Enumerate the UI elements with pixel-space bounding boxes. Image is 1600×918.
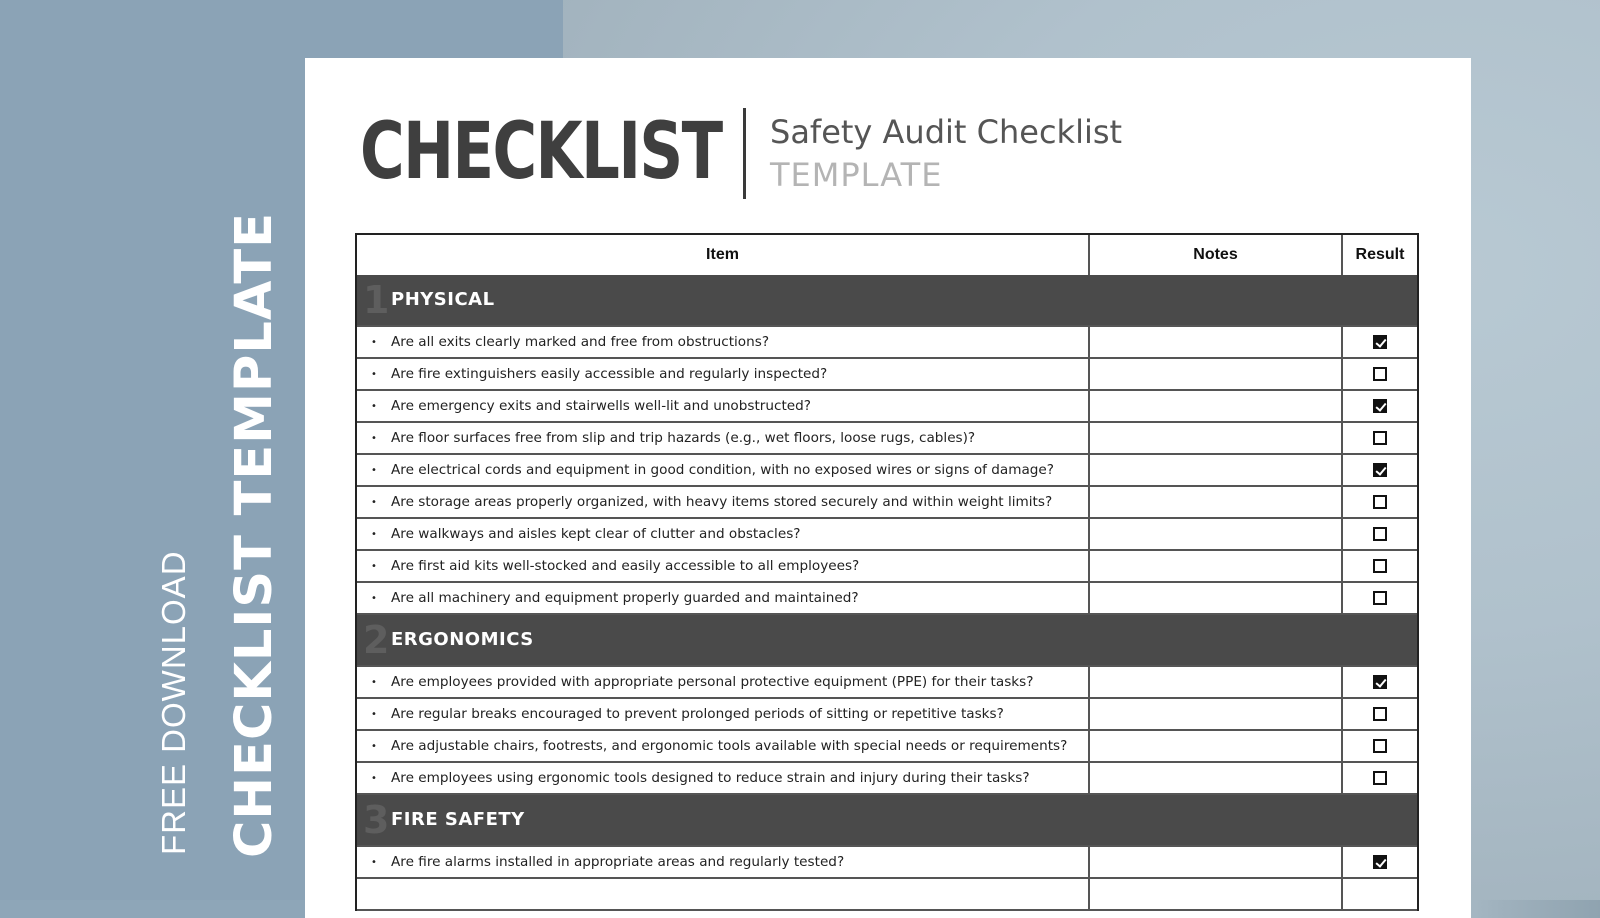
table-row	[357, 583, 1417, 615]
checkbox-checked[interactable]	[1373, 675, 1387, 689]
result-cell	[1343, 667, 1417, 697]
result-cell	[1343, 731, 1417, 761]
bullet-icon: •	[371, 464, 377, 476]
checkbox-unchecked[interactable]	[1373, 495, 1387, 509]
checkbox-checked[interactable]	[1373, 335, 1387, 349]
checklist-question: Are walkways and aisles kept clear of clutter and obstacles?	[391, 526, 801, 542]
header-divider	[743, 108, 746, 199]
checklist-question: Are fire extinguishers easily accessible and regularly inspected?	[391, 366, 828, 382]
notes-cell[interactable]	[1090, 455, 1343, 485]
table-row	[357, 487, 1417, 519]
result-cell	[1343, 847, 1417, 877]
notes-cell[interactable]	[1090, 391, 1343, 421]
item-cell	[357, 583, 1090, 613]
table-row	[357, 763, 1417, 795]
bullet-icon: •	[371, 560, 377, 572]
item-cell	[357, 327, 1090, 357]
bullet-icon: •	[371, 368, 377, 380]
section-number: 2	[363, 618, 390, 662]
notes-cell[interactable]	[1090, 423, 1343, 453]
result-cell	[1343, 391, 1417, 421]
result-cell	[1343, 583, 1417, 613]
section-number: 1	[363, 278, 390, 322]
table-row	[357, 423, 1417, 455]
bullet-icon: •	[371, 708, 377, 720]
result-cell	[1343, 327, 1417, 357]
brand-title: CHECKLIST	[360, 107, 722, 197]
section-title: PHYSICAL	[391, 289, 495, 310]
result-cell	[1343, 699, 1417, 729]
table-row	[357, 699, 1417, 731]
bullet-icon: •	[371, 772, 377, 784]
item-cell	[357, 423, 1090, 453]
bullet-icon: •	[371, 676, 377, 688]
item-cell	[357, 391, 1090, 421]
notes-cell[interactable]	[1090, 583, 1343, 613]
table-row	[357, 327, 1417, 359]
checkbox-unchecked[interactable]	[1373, 527, 1387, 541]
result-cell	[1343, 455, 1417, 485]
notes-cell[interactable]	[1090, 879, 1343, 909]
side-banner-big-text: CHECKLIST TEMPLATE	[225, 211, 284, 858]
checkbox-unchecked[interactable]	[1373, 771, 1387, 785]
bullet-icon: •	[371, 336, 377, 348]
result-cell	[1343, 359, 1417, 389]
checklist-question: Are electrical cords and equipment in good condition, with no exposed wires or signs of damage?	[391, 462, 1054, 478]
notes-cell[interactable]	[1090, 519, 1343, 549]
notes-cell[interactable]	[1090, 667, 1343, 697]
table-header-row	[357, 235, 1417, 275]
document-page	[305, 58, 1471, 918]
section-title: ERGONOMICS	[391, 629, 534, 650]
item-cell	[357, 847, 1090, 877]
checklist-question: Are storage areas properly organized, with heavy items stored securely and within weight limits?	[391, 494, 1053, 510]
item-cell	[357, 519, 1090, 549]
notes-cell[interactable]	[1090, 731, 1343, 761]
result-cell	[1343, 423, 1417, 453]
item-cell	[357, 455, 1090, 485]
checklist-table	[355, 233, 1419, 911]
checkbox-checked[interactable]	[1373, 855, 1387, 869]
checkbox-unchecked[interactable]	[1373, 431, 1387, 445]
table-row	[357, 519, 1417, 551]
item-cell	[357, 699, 1090, 729]
checklist-question: Are emergency exits and stairwells well-lit and unobstructed?	[391, 398, 812, 414]
checklist-question: Are floor surfaces free from slip and trip hazards (e.g., wet floors, loose rugs, cables)?	[391, 430, 976, 446]
section-header	[357, 795, 1417, 847]
document-title: Safety Audit Checklist	[770, 113, 1123, 151]
section-header	[357, 275, 1417, 327]
result-cell	[1343, 487, 1417, 517]
bullet-icon: •	[371, 856, 377, 868]
table-row	[357, 455, 1417, 487]
table-row	[357, 667, 1417, 699]
column-header-result: Result	[1355, 246, 1405, 263]
bullet-icon: •	[371, 740, 377, 752]
notes-cell[interactable]	[1090, 327, 1343, 357]
notes-cell[interactable]	[1090, 699, 1343, 729]
notes-cell[interactable]	[1090, 551, 1343, 581]
bullet-icon: •	[371, 400, 377, 412]
result-cell	[1343, 551, 1417, 581]
document-subtitle: TEMPLATE	[770, 156, 943, 194]
table-row	[357, 879, 1417, 911]
item-cell	[357, 551, 1090, 581]
checklist-question: Are all exits clearly marked and free from obstructions?	[391, 334, 770, 350]
checkbox-unchecked[interactable]	[1373, 591, 1387, 605]
item-cell	[357, 487, 1090, 517]
table-row	[357, 847, 1417, 879]
item-cell	[357, 763, 1090, 793]
table-row	[357, 731, 1417, 763]
side-banner-small-text: FREE DOWNLOAD	[155, 550, 192, 855]
result-cell	[1343, 879, 1417, 909]
checklist-question: Are adjustable chairs, footrests, and ergonomic tools available with special needs or requirements?	[391, 738, 1068, 754]
section-number: 3	[363, 798, 390, 842]
table-row	[357, 359, 1417, 391]
checklist-question: Are regular breaks encouraged to prevent prolonged periods of sitting or repetitive tasks?	[391, 706, 1004, 722]
checklist-question: Are all machinery and equipment properly guarded and maintained?	[391, 590, 859, 606]
result-cell	[1343, 763, 1417, 793]
result-cell	[1343, 519, 1417, 549]
checklist-question: Are fire alarms installed in appropriate areas and regularly tested?	[391, 854, 845, 870]
column-header-notes: Notes	[1090, 235, 1343, 275]
bullet-icon: •	[371, 496, 377, 508]
table-row	[357, 551, 1417, 583]
notes-cell[interactable]	[1090, 487, 1343, 517]
item-cell	[357, 879, 1090, 909]
bullet-icon: •	[371, 432, 377, 444]
item-cell	[357, 667, 1090, 697]
checklist-question: Are employees provided with appropriate personal protective equipment (PPE) for their tasks?	[391, 674, 1034, 690]
item-cell	[357, 731, 1090, 761]
column-header-item: Item	[357, 235, 1090, 275]
bullet-icon: •	[371, 592, 377, 604]
notes-cell[interactable]	[1090, 763, 1343, 793]
notes-cell[interactable]	[1090, 359, 1343, 389]
checklist-question: Are first aid kits well-stocked and easily accessible to all employees?	[391, 558, 860, 574]
section-title: FIRE SAFETY	[391, 809, 525, 830]
checklist-question: Are employees using ergonomic tools designed to reduce strain and injury during their tasks?	[391, 770, 1030, 786]
checkbox-checked[interactable]	[1373, 399, 1387, 413]
checkbox-checked[interactable]	[1373, 463, 1387, 477]
checkbox-unchecked[interactable]	[1373, 739, 1387, 753]
checkbox-unchecked[interactable]	[1373, 559, 1387, 573]
bullet-icon: •	[371, 528, 377, 540]
checkbox-unchecked[interactable]	[1373, 707, 1387, 721]
checkbox-unchecked[interactable]	[1373, 367, 1387, 381]
section-header	[357, 615, 1417, 667]
item-cell	[357, 359, 1090, 389]
table-row	[357, 391, 1417, 423]
notes-cell[interactable]	[1090, 847, 1343, 877]
